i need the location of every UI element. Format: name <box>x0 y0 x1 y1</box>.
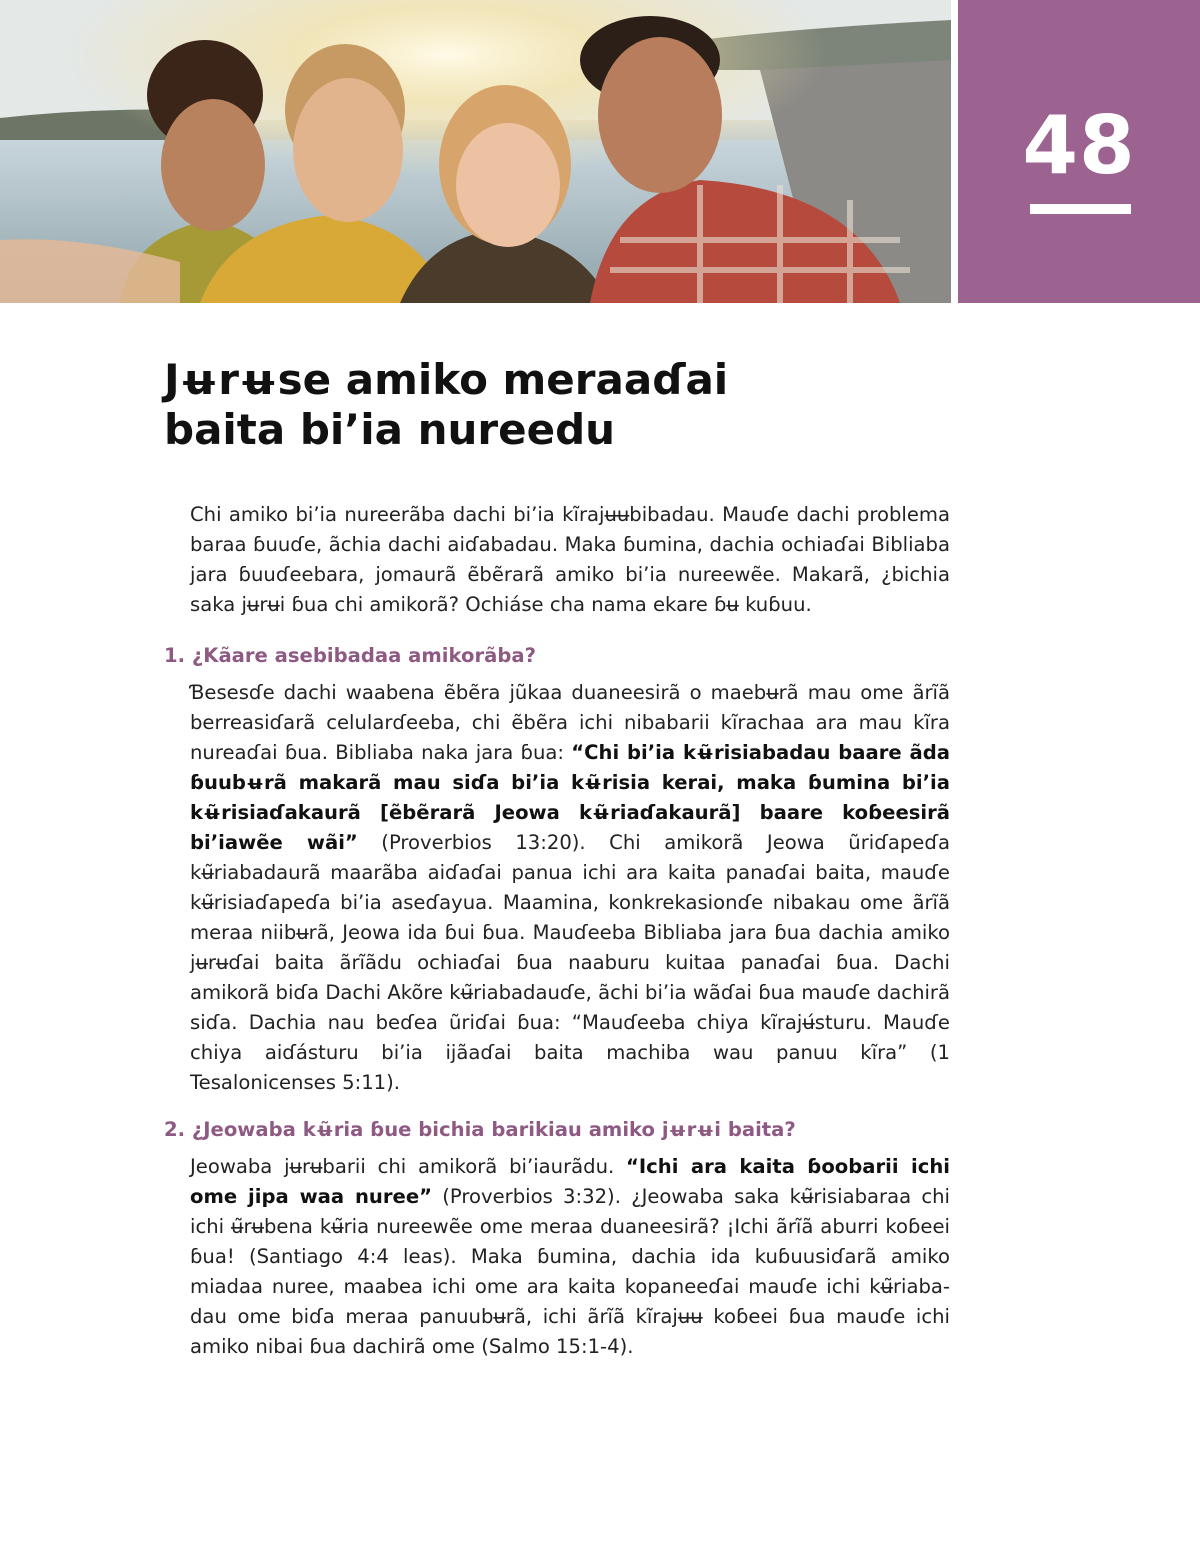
page-title <box>164 355 924 455</box>
lesson-content <box>164 500 950 1362</box>
intro-paragraph: Chi amiko bi’ia nureerãba dachi bi’ia kĩrajʉʉbibadau. Mauɗe dachi problema baraa ɓuuɗe, ãchia dachi aiɗabadau. Maka ɓumina, dachia ochiaɗai Bibliaba jara ɓuuɗeebara, jomaurã ẽbẽrarã amiko bi’ia nureewẽe. Makarã, ¿bichia saka jʉrʉi ɓua chi amikorã? Ochiáse cha nama ekare ɓʉ kuɓuu. <box>190 503 950 616</box>
lesson-number: 48 <box>1022 99 1136 192</box>
section-2-quote: “Ichi ara kaita ɓoobarii ichi ome jipa waa nuree” <box>190 1155 950 1208</box>
section-1-paragraph <box>190 678 950 1098</box>
title-line-1: Jʉrʉse amiko meraaɗai <box>164 355 729 404</box>
hero-photo <box>0 0 951 303</box>
title-line-2: baita bi’ia nureedu <box>164 405 616 454</box>
question-heading-1: 1. ¿Kãare asebibadaa amikorãba? <box>164 644 536 667</box>
section-2-paragraph <box>190 1152 950 1362</box>
section-2-text-b: (Proverbios 3:32). ¿Jeowaba saka kʉ̃risiabaraa chi ichi ʉ̃rʉbena kʉ̃ria nureewẽe ome meraa duaneesirã? ¡Ichi ãrĩã aburri koɓeei ɓua! (Santiago 4:4 leas). Maka ɓumina, dachia ida kuɓuusiɗarã amiko miadaa nuree, maabea ichi ome ara kaita kopaneeɗai mauɗe ichi kʉ̃riabadau ome biɗa meraa panuubʉrã, ichi ãrĩã kĩrajʉʉ koɓeei ɓua mauɗe ichi amiko nibai ɓua dachirã ome (Salmo 15:1-4). <box>190 1185 950 1358</box>
friends-selfie-illustration <box>0 0 951 303</box>
section-1-text-b: (Proverbios 13:20). Chi amikorã Jeowa ũriɗapeɗa kʉ̃riabadaurã maarãba aiɗaɗai panua ichi ara kaita panaɗai baita, mauɗe kʉ̃risiaɗapeɗa bi’ia aseɗayua. Maamina, konkrekasionɗe nibakau ome ãrĩã meraa niibʉrã, Jeowa ida ɓui ɓua. Mauɗeeba Bibliaba jara ɓua dachia amiko jʉrʉɗai baita ãrĩãdu ochiaɗai ɓua naaburu kuitaa panaɗai ɓua. Dachi amikorã biɗa Dachi Akõre kʉ̃riabadauɗe, ãchi bi’ia wãɗai ɓua mauɗe dachirã siɗa. Dachia nau beɗea ũriɗai ɓua: “Mauɗeeba chiya kĩrajʉ́sturu. Mauɗe chiya aiɗásturu bi’ia ijãaɗai baita machiba wau panuu kĩra” (1 Tesalonicenses 5:11). <box>190 831 950 1094</box>
lesson-number-badge <box>958 0 1200 303</box>
badge-underline <box>1030 204 1131 214</box>
section-1-quote: “Chi bi’ia kʉ̃risiabadau baare ãda ɓuubʉrã makarã mau siɗa bi’ia kʉ̃risia kerai, maka ɓumina bi’ia kʉ̃risiaɗakaurã [ẽbẽrarã Jeowa kʉ̃riaɗakaurã] baare koɓeesirã bi’iawẽe wãi” <box>190 741 950 854</box>
section-2-text-a: Jeowaba jʉrʉbarii chi amikorã bi’iaurãdu. <box>190 1155 627 1178</box>
section-1-text-a: Ɓesesɗe dachi waabena ẽbẽra jũkaa duaneesirã o maebʉrã mau ome ãrĩã berreasiɗarã celularɗeeba, chi ẽbẽra ichi nibabarii kĩrachaa ara mau kĩra nureaɗai ɓua. Bibliaba naka jara ɓua: <box>190 681 950 764</box>
question-heading-2: 2. ¿Jeowaba kʉ̃ria ɓue bichia barikiau amiko jʉrʉi baita? <box>164 1118 796 1141</box>
